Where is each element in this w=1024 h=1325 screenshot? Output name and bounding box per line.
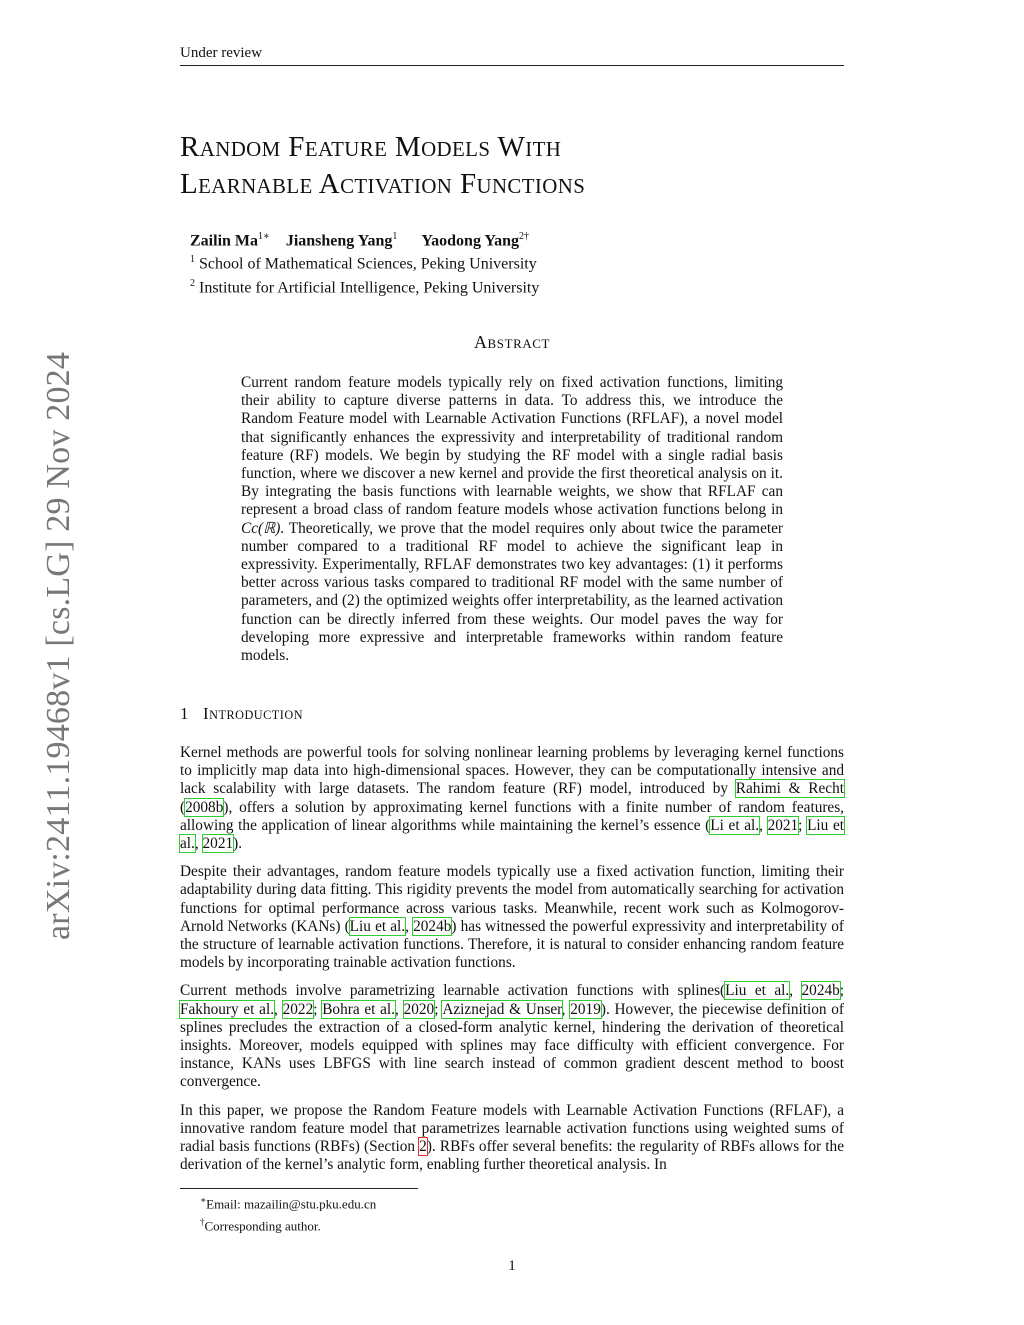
text: ; [313,1000,323,1018]
affiliation-1-number: 1 [190,254,195,266]
text: , [194,835,203,853]
text: In this paper, we propose the Random Feature models with Learnable Activation Functions (RFLAF), a innovative random feature model that parametrizes learnable activation functions using weighted sums of radial basis functions (RBFs) (Section [180,1101,844,1156]
text: ; [798,816,808,834]
affiliation-1 [190,250,539,273]
text: ). [233,835,243,853]
citation-link[interactable]: 2024b [413,917,452,935]
affiliation-2-number: 2 [190,277,195,289]
footnote-rule [180,1188,418,1189]
affiliation-2 [190,274,539,297]
text: ; [839,982,845,1000]
text: ; [434,1000,443,1018]
author-2-marks: 1 [392,231,398,242]
paragraph-4 [180,1102,844,1175]
paragraph-3 [180,982,844,1091]
body-text [180,744,844,1184]
abstract-part-1: Current random feature models typically rely on fixed activation functions, limiting their ability to capture diverse patterns in data. To address this, we introduce the Random Feature model with Learnable Activation Functions (RFLAF), a novel model that significantly enhances the expressivity and interpretability of traditional random feature (RF) models. We begin by studying the RF model with a single radial basis function, where we discover a new kernel and provide the first theoretical analysis on it. By integrating the basis functions with learnable weights, we show that RFLAF can represent a broad class of random feature models whose activation functions belong in [241,374,783,519]
footnote-email [200,1191,376,1213]
citation-link[interactable]: 2008b [185,798,224,816]
footnote-mark: † [200,1217,205,1228]
page-number: 1 [508,1258,516,1274]
citation-link[interactable]: 2024b [801,982,840,1000]
footnote-text: Email: mazailin@stu.pku.edu.cn [206,1196,377,1212]
abstract-text [241,374,783,665]
text: , [274,1000,283,1018]
citation-link[interactable]: Liu et al. [725,982,790,1000]
text: ). RBFs offer several benefits: the regularity of RBFs allows for the derivation of the kernel’s analytic form, enabling further theoretical analysis. In [180,1138,844,1174]
text: Despite their advantages, random feature models typically use a fixed activation function, limiting their adaptability during data fitting. This rigidity prevents the model from automatically searching for activation functions for optimal performance across various tasks. Meanwhile, recent work such as Kolmogorov-Arnold Networks (KANs) ( [180,863,844,935]
citation-link[interactable]: 2021 [202,835,234,853]
footnote-mark: ∗ [200,1195,207,1205]
text: , [789,982,802,1000]
citation-link[interactable]: 2019 [570,1000,601,1018]
paragraph-1 [180,744,844,853]
citation-link[interactable]: Fakhoury et al. [180,1000,275,1018]
section-reference-link[interactable]: 2 [419,1138,427,1156]
text: ), offers a solution by approximating kernel functions with a finite number of random features, allowing the application of linear algorithms while maintaining the kernel’s essence ( [180,798,844,834]
header-rule [180,65,844,66]
citation-link[interactable]: 2022 [282,1000,314,1018]
citation-link[interactable]: Bohra et al. [322,1000,396,1018]
text: Current methods involve parametrizing learnable activation functions with splines( [180,982,726,1000]
section-heading-introduction [180,704,303,724]
text: , [561,1000,571,1018]
author-3-marks: 2† [519,231,530,242]
author-2: Jiansheng Yang [285,232,393,250]
footnote-text: Corresponding author. [204,1218,321,1234]
author-names [190,227,539,250]
citation-link[interactable]: 2020 [403,1000,435,1018]
text: Kernel methods are powerful tools for solving nonlinear learning problems by leveraging kernel functions to implicitly map data into high-dimensional spaces. However, they can be computationally intensive and lack scalability with large datasets. The random feature (RF) model, introduced by [180,744,844,798]
abstract-math: Cc(ℝ) [241,519,281,537]
author-1-marks: 1∗ [258,231,270,242]
citation-link[interactable]: Rahimi & Recht [735,780,844,798]
title-line-2: LEARNABLE ACTIVATION FUNCTIONS [180,168,586,200]
section-number: 1 [180,704,189,723]
author-3: Yaodong Yang [421,232,520,250]
affiliation-1-text: School of Mathematical Sciences, Peking University [199,255,537,273]
paragraph-2 [180,863,844,972]
footnotes [200,1191,376,1236]
citation-link[interactable]: Liu et al. [349,917,406,935]
running-head: Under review [180,45,263,61]
section-title: INTRODUCTION [203,704,304,723]
text: , [395,1000,404,1018]
author-block [190,227,539,297]
text: ). However, the piecewise definition of splines precludes the extraction of a closed-form analytic kernel, hindering the derivation of theoretical insights. Moreover, models equipped with splines may face difficulty with efficient convergence. For instance, KANs uses LBFGS with line search instead of common gradient descent method to boost convergence. [180,1000,845,1091]
affiliation-2-text: Institute for Artificial Intelligence, Peking University [199,278,540,296]
text: ( [180,798,186,816]
abstract-heading: ABSTRACT [473,332,551,352]
arxiv-stamp: arXiv:2411.19468v1 [cs.LG] 29 Nov 2024 [40,351,77,940]
author-1: Zailin Ma [190,232,259,250]
citation-link[interactable]: Aziznejad & Unser [442,1000,562,1018]
paper-title [180,130,585,204]
abstract-part-2: . Theoretically, we prove that the model requires only about twice the parameter number compared to a traditional RF model to achieve the significant leap in expressivity. Experimentally, RFLAF demonstrates two key advantages: (1) it performs better across various tasks compared to traditional RF model with the same number of parameters, and (2) the optimized weights offer interpretability, as the learned activation function can be directly inferred from these weights. Our model paves the way for developing more expressive and interpretable frameworks within random feature models. [241,519,783,665]
text: , [759,816,768,834]
title-line-1: RANDOM FEATURE MODELS WITH [180,131,562,163]
citation-link[interactable]: 2021 [767,816,799,834]
text: ) has witnessed the powerful expressivity and interpretability of the structure of learnable activation functions. Therefore, it is natural to consider enhancing random feature models by incorporating trainable activation functions. [180,917,845,972]
text: , [405,917,414,935]
footnote-corresponding [200,1213,376,1235]
citation-link[interactable]: Liu et al. [180,816,844,853]
citation-link[interactable]: Li et al. [710,816,760,834]
